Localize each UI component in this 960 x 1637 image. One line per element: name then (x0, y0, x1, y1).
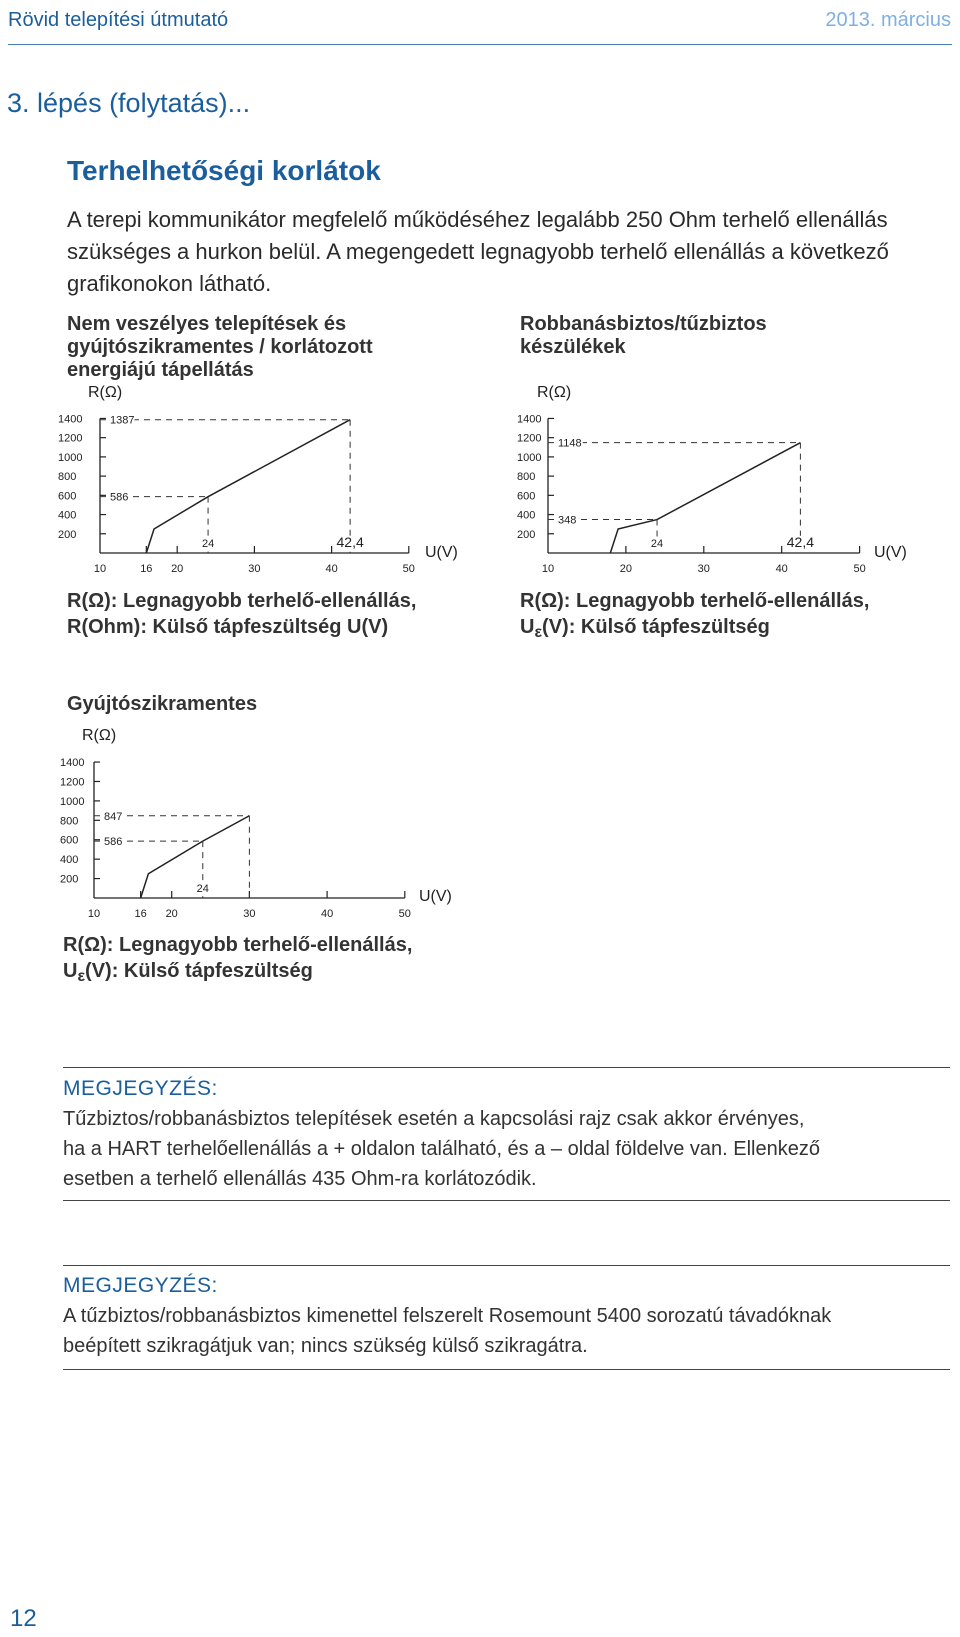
x-tick-label: 40 (775, 563, 788, 575)
note-line: A tűzbiztos/robbanásbiztos kimenettel felszerelt Rosemount 5400 sorozatú távadóknak (63, 1305, 832, 1327)
note2-heading: MEGJEGYZÉS: (63, 1274, 218, 1297)
note2-bottom-rule (63, 1369, 950, 1370)
y-tick-label: 1000 (58, 451, 83, 464)
caption-symbol: U (520, 616, 535, 638)
y-tick-label: 400 (60, 854, 79, 867)
note-line: Tűzbiztos/robbanásbiztos telepítések esetén a kapcsolási rajz csak akkor érvényes, (63, 1108, 805, 1130)
y-annotation: 586 (110, 491, 129, 504)
y-tick-label: 200 (517, 528, 536, 541)
y-tick-label: 1200 (58, 432, 83, 445)
y-tick-label: 800 (60, 815, 79, 828)
y-axis-label: R(Ω) (537, 384, 572, 401)
x-tick-label: 10 (87, 908, 101, 920)
x-tick-label: 30 (248, 563, 261, 575)
note1-top-rule (63, 1067, 950, 1068)
x-tick-label: 20 (165, 908, 178, 920)
x-axis-label: U(V) (425, 544, 458, 561)
y-tick-label: 800 (517, 471, 536, 484)
y-tick-label: 1400 (58, 413, 83, 426)
x-tick-label: 10 (541, 563, 555, 575)
y-tick-label: 1400 (517, 413, 542, 426)
y-annotation: 1387 (110, 414, 135, 427)
x-tick-label: 50 (402, 563, 415, 575)
x-tick-label: 20 (171, 563, 184, 575)
section-intro: A terepi kommunikátor megfelelő működéséhez legalább 250 Ohm terhelő ellenállás szükséges a hurkon belül. A megengedett legnagyobb terhelő ellenállás a következő grafikonokon látható. (67, 207, 889, 296)
x-tick-label: 30 (697, 563, 710, 575)
x-annotation: 24 (650, 538, 664, 550)
note1-bottom-rule (63, 1200, 950, 1201)
x-annotation: 24 (196, 883, 209, 895)
x-annotation: 24 (201, 538, 215, 550)
y-tick-label: 600 (60, 834, 79, 847)
note1-heading: MEGJEGYZÉS: (63, 1077, 218, 1100)
y-tick-label: 800 (58, 471, 77, 484)
note-line: esetben a terhelő ellenállás 435 Ohm-ra korlátozódik. (63, 1168, 537, 1190)
chart3-caption-line: R(Ω): Legnagyobb terhelő-ellenállás, (63, 934, 413, 956)
y-tick-label: 200 (60, 873, 79, 886)
step-heading: 3. lépés (folytatás)... (7, 88, 251, 118)
x-tick-label: 40 (325, 563, 338, 575)
chart2-title-line: Robbanásbiztos/tűzbiztos (520, 313, 767, 335)
chart1-title-line: gyújtószikramentes / korlátozott (67, 336, 373, 358)
note-line: ha a HART terhelőellenállás a + oldalon található, és a – oldal földelve van. Ellenkező (63, 1138, 820, 1160)
x-axis-label: U(V) (874, 544, 907, 561)
chart1-title-line: energiájú tápellátás (67, 359, 254, 381)
y-annotation: 586 (104, 836, 123, 849)
chart2-title-line: készülékek (520, 336, 626, 358)
x-tick-label: 10 (93, 563, 107, 575)
y-tick-label: 1200 (60, 776, 85, 789)
y-tick-label: 1200 (517, 432, 542, 445)
chart1-caption-line: R(Ω): Legnagyobb terhelő-ellenállás, (67, 590, 417, 612)
caption-text: (V): Külső tápfeszültség (85, 960, 313, 982)
y-axis-label: R(Ω) (88, 384, 123, 401)
y-tick-label: 400 (517, 509, 536, 522)
caption-subscript: ε (534, 624, 543, 641)
page-number: 12 (10, 1605, 37, 1632)
y-tick-label: 400 (58, 509, 77, 522)
note-line: beépített szikragátjuk van; nincs szükség külső szikragátra. (63, 1335, 588, 1357)
y-tick-label: 1000 (60, 795, 85, 808)
header-title: Rövid telepítési útmutató (8, 9, 229, 31)
x-tick-label: 50 (398, 908, 411, 920)
x-tick-label: 20 (619, 563, 633, 575)
caption-text: (V): Külső tápfeszültség (542, 616, 770, 638)
y-annotation: 1148 (558, 437, 582, 450)
x-annotation: 42,4 (786, 534, 815, 550)
caption-symbol: U (63, 960, 78, 982)
y-annotation: 847 (104, 810, 123, 823)
y-tick-label: 1400 (60, 757, 85, 770)
y-tick-label: 600 (58, 490, 77, 503)
y-axis-label: R(Ω) (82, 727, 117, 744)
note2-top-rule (63, 1265, 950, 1266)
x-tick-label: 16 (134, 908, 147, 920)
x-axis-label: U(V) (419, 888, 452, 905)
caption-subscript: ε (77, 968, 86, 985)
x-tick-label: 16 (140, 563, 153, 575)
x-tick-label: 50 (853, 563, 866, 575)
header-date: 2013. március (825, 9, 951, 31)
note2-body (63, 1301, 831, 1361)
x-tick-label: 40 (320, 908, 334, 920)
chart1-caption-line: R(Ohm): Külső tápfeszültség U(V) (67, 616, 389, 638)
series-line (141, 816, 250, 898)
y-tick-label: 1000 (517, 451, 542, 464)
x-tick-label: 30 (243, 908, 256, 920)
chart2-caption-line: R(Ω): Legnagyobb terhelő-ellenállás, (520, 590, 870, 612)
y-tick-label: 600 (517, 490, 536, 503)
note1-body (63, 1104, 820, 1194)
section-title: Terhelhetőségi korlátok (67, 155, 381, 186)
chart3-title-line: Gyújtószikramentes (67, 693, 258, 715)
y-tick-label: 200 (58, 528, 77, 541)
x-annotation: 42,4 (336, 534, 364, 550)
chart1-title-line: Nem veszélyes telepítések és (67, 313, 347, 335)
y-annotation: 348 (558, 514, 577, 527)
